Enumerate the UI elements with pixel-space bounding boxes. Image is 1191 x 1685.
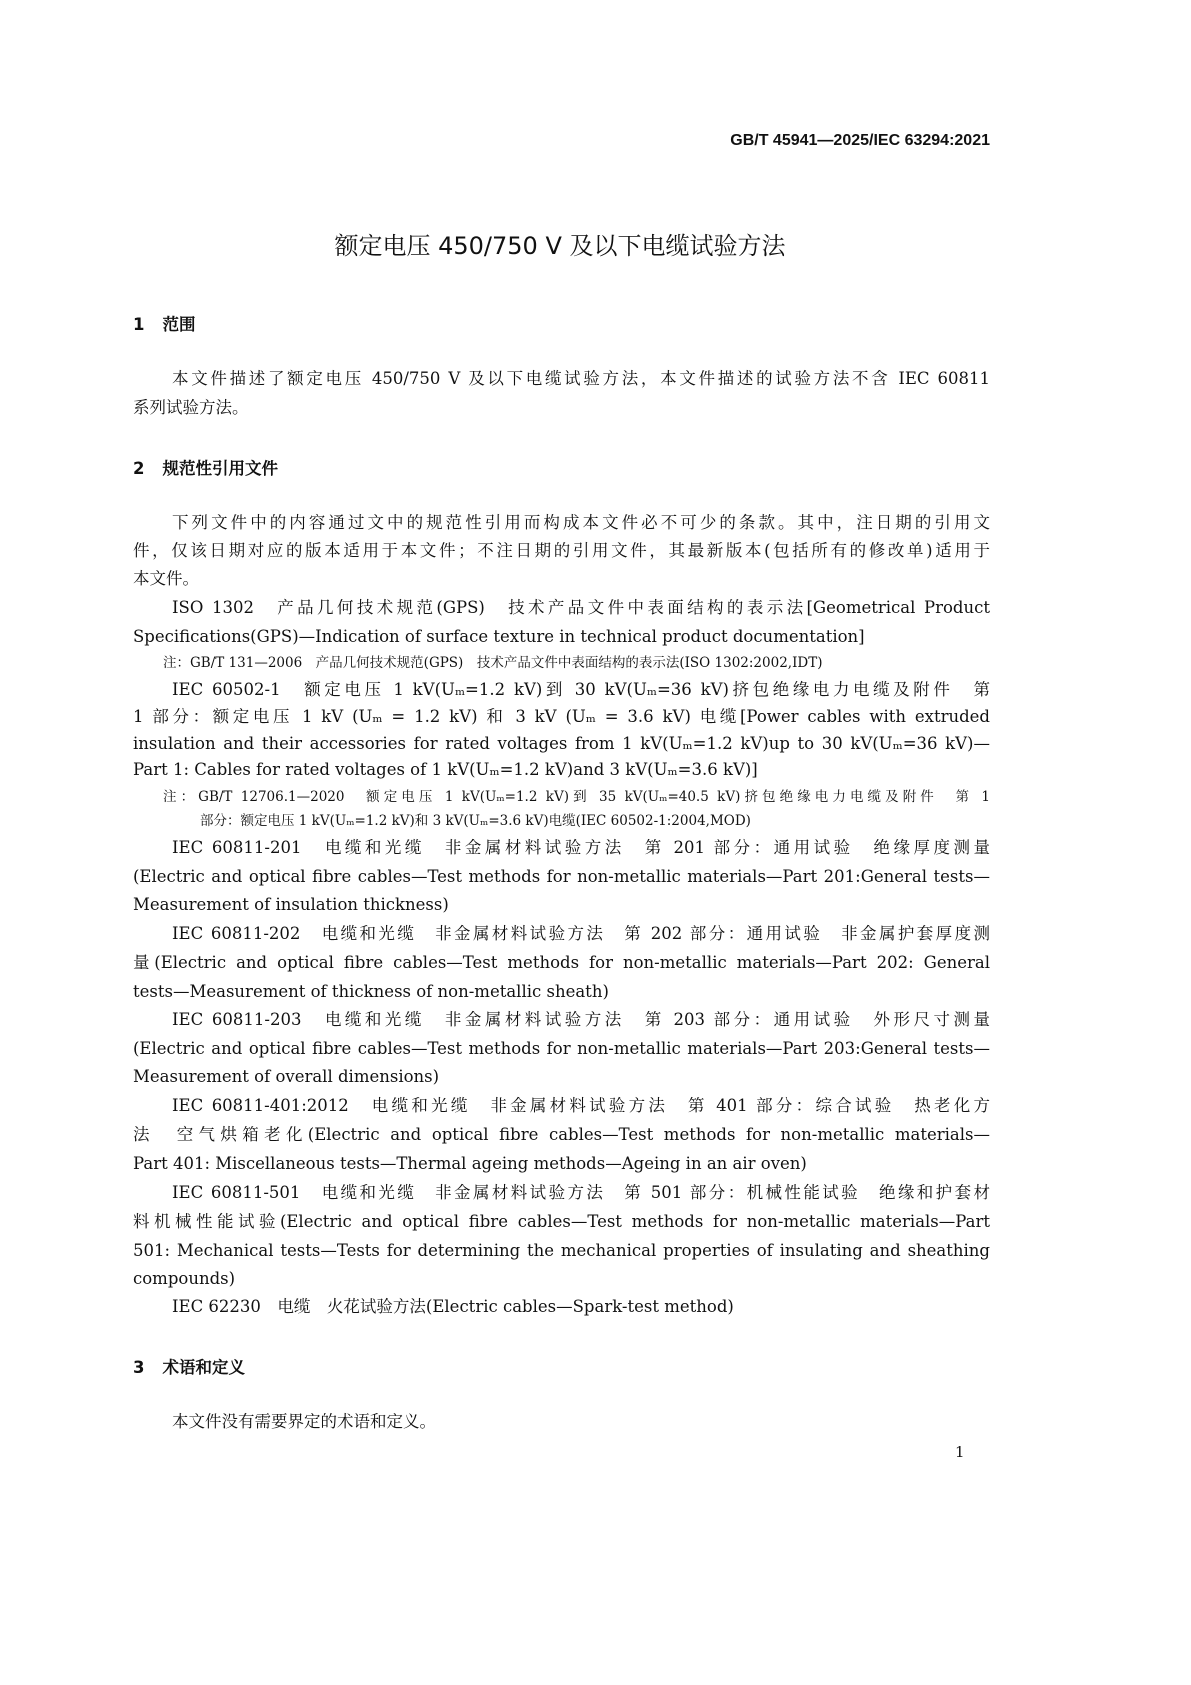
reference-line: IEC 60811-203 电缆和光缆 非金属材料试验方法 第 203 部分：通用试验 外形尺寸测量 xyxy=(172,1010,990,1029)
reference-line: (Electric and optical fibre cables—Test methods for non-metallic materials—Part 203:General tests— xyxy=(133,1039,990,1058)
terms-text: 本文件没有需要界定的术语和定义。 xyxy=(172,1412,436,1431)
reference-line: IEC 60811-202 电缆和光缆 非金属材料试验方法 第 202 部分：通用试验 非金属护套厚度测 xyxy=(172,924,990,943)
reference-line: 量(Electric and optical fibre cables—Test methods for non-metallic materials—Part 202: General xyxy=(133,953,990,972)
reference-note: 部分：额定电压 1 kV(Uₘ=1.2 kV)和 3 kV(Uₘ=3.6 kV)电缆(IEC 60502-1:2004,MOD) xyxy=(200,813,751,829)
section-3-heading: 3 术语和定义 xyxy=(133,1358,245,1377)
reference-note: 注：GB/T 12706.1—2020 额定电压 1 kV(Uₘ=1.2 kV)到 35 kV(Uₘ=40.5 kV)挤包绝缘电力电缆及附件 第 1 xyxy=(163,789,990,805)
scope-text: 系列试验方法。 xyxy=(133,398,249,417)
reference-note: 注：GB/T 131—2006 产品几何技术规范(GPS) 技术产品文件中表面结构的表示法(ISO 1302:2002,IDT) xyxy=(163,655,823,671)
reference-line: IEC 62230 电缆 火花试验方法(Electric cables—Spark-test method) xyxy=(172,1297,734,1316)
section-2-heading: 2 规范性引用文件 xyxy=(133,459,278,478)
reference-line: insulation and their accessories for rated voltages from 1 kV(Uₘ=1.2 kV)up to 30 kV(Uₘ=36 kV)— xyxy=(133,734,990,753)
reference-line: (Electric and optical fibre cables—Test methods for non-metallic materials—Part 201:General tests— xyxy=(133,867,990,886)
reference-line: compounds) xyxy=(133,1269,236,1288)
scope-text: 本文件描述了额定电压 450/750 V 及以下电缆试验方法，本文件描述的试验方法不含 IEC 60811 xyxy=(172,369,990,388)
standard-number-header: GB/T 45941—2025/IEC 63294:2021 xyxy=(730,132,990,149)
reference-line: Specifications(GPS)—Indication of surface texture in technical product documentation] xyxy=(133,627,865,646)
reference-line: Measurement of overall dimensions) xyxy=(133,1067,440,1086)
reference-line: 1 部分：额定电压 1 kV (Uₘ = 1.2 kV) 和 3 kV (Uₘ = 3.6 kV) 电缆[Power cables with extruded xyxy=(133,707,990,726)
reference-line: 501: Mechanical tests—Tests for determining the mechanical properties of insulating and sheathing xyxy=(133,1241,990,1260)
intro-text: 本文件。 xyxy=(133,569,199,588)
reference-line: IEC 60811-501 电缆和光缆 非金属材料试验方法 第 501 部分：机械性能试验 绝缘和护套材 xyxy=(172,1183,990,1202)
reference-line: Part 1: Cables for rated voltages of 1 kV(Uₘ=1.2 kV)and 3 kV(Uₘ=3.6 kV)] xyxy=(133,760,758,779)
document-title: 额定电压 450/750 V 及以下电缆试验方法 xyxy=(334,232,786,260)
reference-line: Part 401: Miscellaneous tests—Thermal ageing methods—Ageing in an air oven) xyxy=(133,1154,807,1173)
page-number: 1 xyxy=(955,1443,965,1461)
reference-line: Measurement of insulation thickness) xyxy=(133,895,449,914)
reference-line: tests—Measurement of thickness of non-metallic sheath) xyxy=(133,982,609,1001)
reference-line: 法 空气烘箱老化(Electric and optical fibre cables—Test methods for non-metallic materials— xyxy=(133,1125,990,1144)
reference-line: IEC 60811-201 电缆和光缆 非金属材料试验方法 第 201 部分：通用试验 绝缘厚度测量 xyxy=(172,838,990,857)
section-1-heading: 1 范围 xyxy=(133,315,196,334)
reference-line: ISO 1302 产品几何技术规范(GPS) 技术产品文件中表面结构的表示法[Geometrical Product xyxy=(172,598,990,617)
intro-text: 下列文件中的内容通过文中的规范性引用而构成本文件必不可少的条款。其中，注日期的引用文 xyxy=(172,513,990,532)
reference-line: IEC 60811-401:2012 电缆和光缆 非金属材料试验方法 第 401 部分：综合试验 热老化方 xyxy=(172,1096,990,1115)
reference-line: 料机械性能试验(Electric and optical fibre cables—Test methods for non-metallic materials—Part xyxy=(133,1212,990,1231)
intro-text: 件，仅该日期对应的版本适用于本文件；不注日期的引用文件，其最新版本(包括所有的修改单)适用于 xyxy=(133,541,990,560)
reference-line: IEC 60502-1 额定电压 1 kV(Uₘ=1.2 kV)到 30 kV(Uₘ=36 kV)挤包绝缘电力电缆及附件 第 xyxy=(172,680,990,699)
